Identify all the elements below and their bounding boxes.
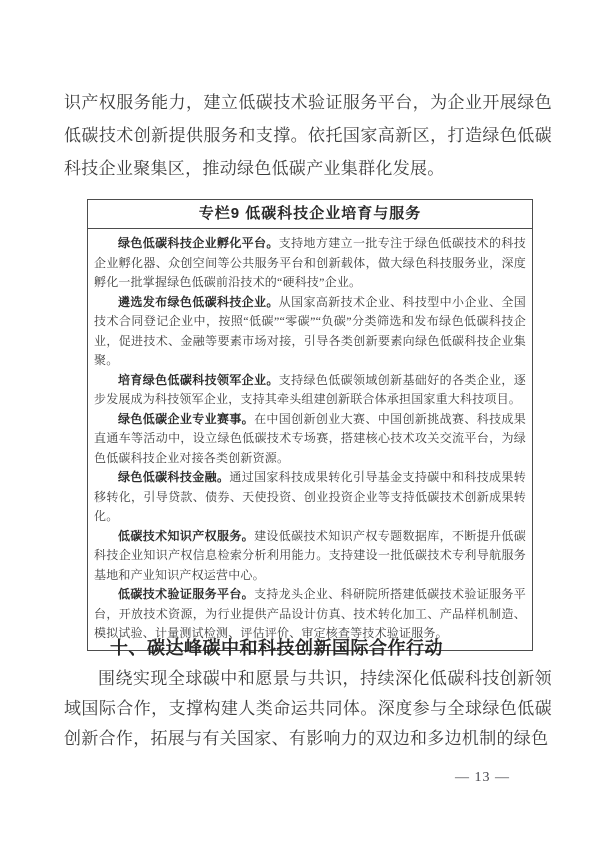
paragraph-lead: 低碳技术知识产权服务。 — [118, 528, 255, 543]
paragraph-text: 建设低碳技术知识产权专题数据库，不断提升低碳科技企业知识产权信息检索分析利用能力。支持建设一批低碳技术专利导航服务基地和产业知识产权运营中心。 — [94, 528, 527, 582]
paragraph-lead: 培育绿色低碳科技领军企业。 — [118, 372, 279, 387]
page-number: — 13 — — [455, 770, 510, 785]
section-paragraph: 围绕实现全球碳中和愿景与共识，持续深化低碳科技创新领域国际合作，支撑构建人类命运共同体。深度参与全球绿色低碳创新合作，拓展与有关国家、有影响力的双边和多边机制的绿色 — [64, 669, 552, 748]
panel-paragraph — [94, 410, 526, 469]
paragraph-text: 支持地方建立一批专注于绿色低碳技术的科技企业孵化器、众创空间等公共服务平台和创新载体，做大绿色科技服务业，深度孵化一批掌握绿色低碳前沿技术的“硬科技”企业。 — [94, 236, 526, 289]
paragraph-text: 支持绿色低碳领域创新基础好的各类企业，逐步发展成为科技领军企业，支持其牵头组建创新联合体承担国家重大科技项目。 — [94, 372, 526, 406]
paragraph-lead: 绿色低碳企业专业赛事。 — [118, 411, 255, 426]
panel-paragraph — [94, 468, 526, 527]
paragraph-text: 在中国创新创业大赛、中国创新挑战赛、科技成果直通车等活动中，设立绿色低碳技术专场赛，搭建核心技术攻关交流平台，为绿色低碳科技企业对接各类创新资源。 — [94, 411, 527, 465]
intro-paragraph: 识产权服务能力，建立低碳技术验证服务平台，为企业开展绿色低碳技术创新提供服务和支撑。依托国家高新区，打造绿色低碳科技企业聚集区，推动绿色低碳产业集群化发展。 — [64, 93, 552, 178]
panel-paragraph — [94, 234, 526, 293]
panel-title: 专栏9 低碳科技企业培育与服务 — [88, 200, 532, 229]
panel-paragraph — [94, 293, 526, 371]
panel-paragraph — [94, 371, 526, 410]
panel-body — [88, 229, 532, 650]
section-heading: 十、碳达峰碳中和科技创新国际合作行动 — [110, 638, 443, 658]
paragraph-lead: 绿色低碳科技金融。 — [118, 470, 230, 484]
paragraph-lead: 低碳技术验证服务平台。 — [118, 587, 255, 601]
column-panel — [87, 199, 533, 651]
paragraph-text: 从国家高新技术企业、科技型中小企业、全国技术合同登记企业中，按照“低碳”“零碳”“负碳”分类筛选和发布绿色低碳科技企业，促进技术、金融等要素市场对接，引导各类创新要素向绿色低碳科技企业集聚。 — [94, 294, 526, 367]
panel-paragraph — [94, 527, 526, 586]
paragraph-lead: 遴选发布绿色低碳科技企业。 — [118, 294, 279, 309]
paragraph-text: 支持龙头企业、科研院所搭建低碳技术验证服务平台，开放技术资源，为行业提供产品设计仿真、技术转化加工、产品样机制造、模拟试验、计量测试检测、评估评价、审定核查等技术验证服务。 — [94, 587, 527, 640]
paragraph-text: 通过国家科技成果转化引导基金支持碳中和科技成果转移转化，引导贷款、债券、天使投资、创业投资企业等支持低碳技术创新成果转化。 — [94, 470, 526, 523]
paragraph-lead: 绿色低碳科技企业孵化平台。 — [118, 236, 279, 250]
